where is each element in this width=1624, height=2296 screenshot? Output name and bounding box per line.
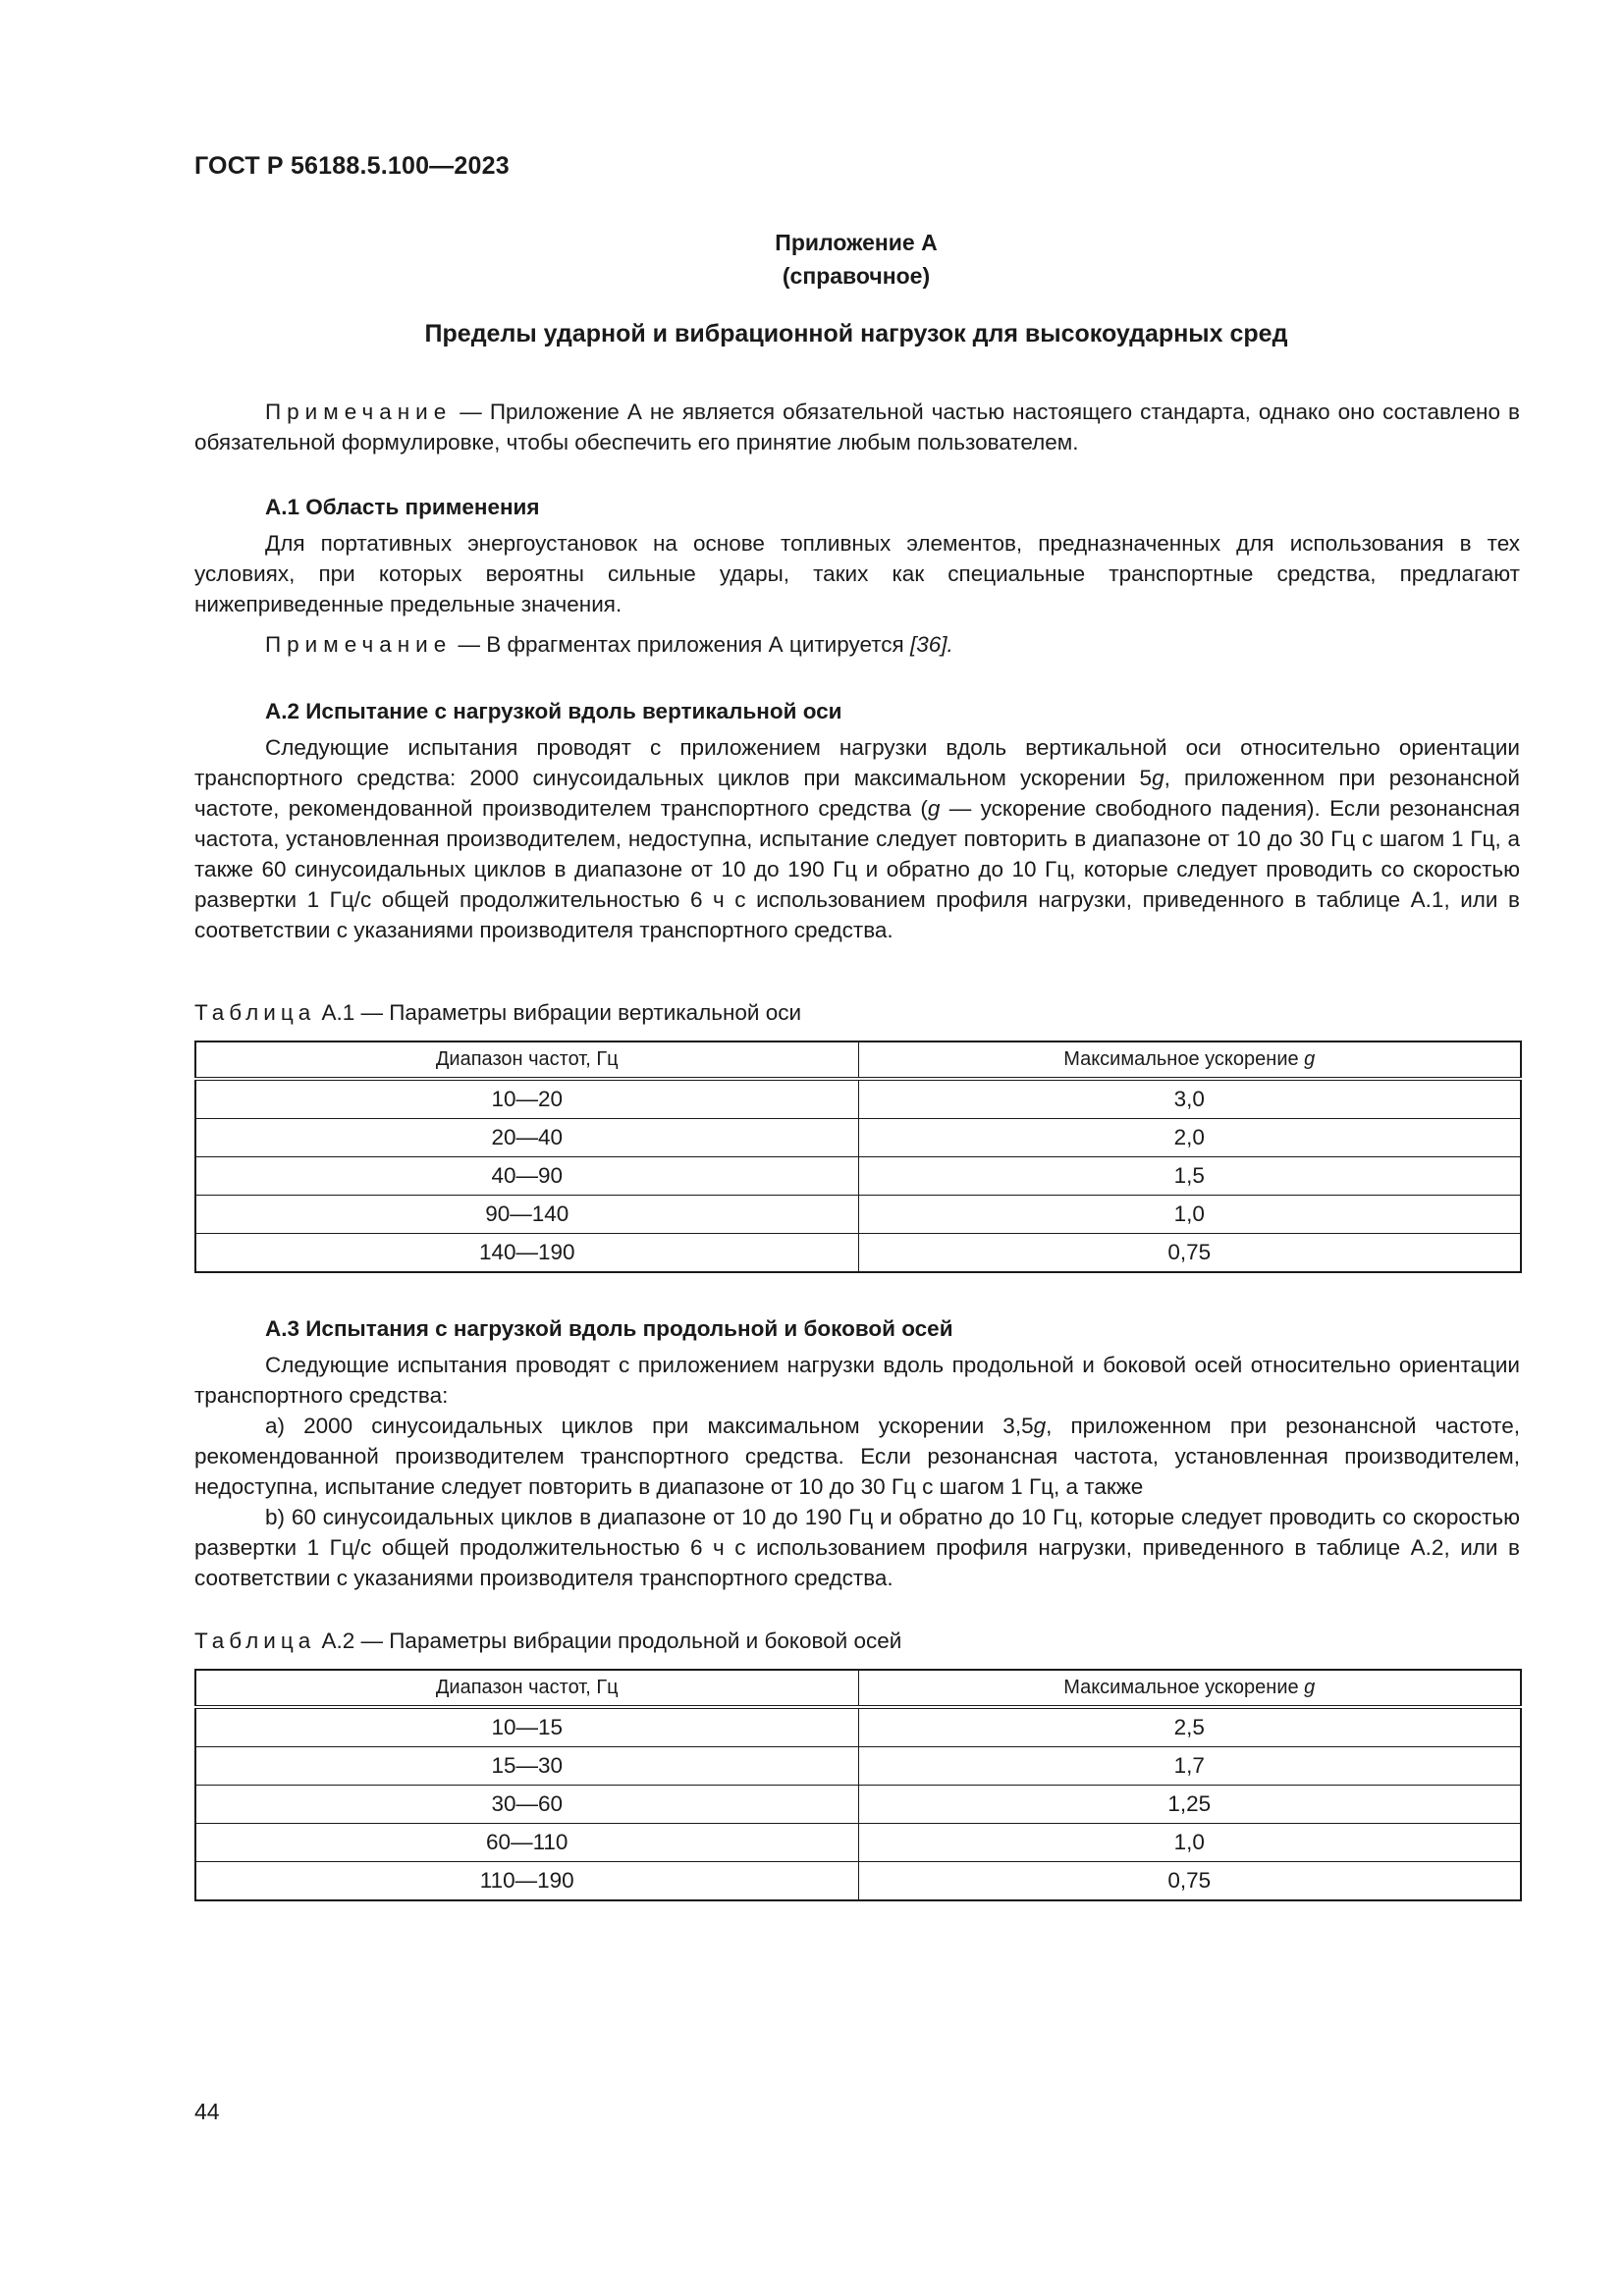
- frequency-range-cell: 15—30: [195, 1747, 858, 1786]
- text-fragment: — ускорение свободного падения). Если резонансная частота, установленная производителем, недоступна, испытание следует повторить в диапазоне от 10 до 30 Гц с шагом 1 Гц, а также 60 синусоидальных циклов в диапазоне от 10 до 190 Гц и обратно до 10 Гц, которые следует проводить со скоростью развертки 1 Гц/с общей продолжительностью 6 ч с использованием профиля нагрузки, приведенного в таблице А.1, или в соответствии с указаниями производителя транспортного средства.: [194, 796, 1521, 942]
- frequency-range-cell: 10—20: [195, 1079, 858, 1119]
- section-a2-text: [194, 732, 1520, 945]
- annex-title: Приложение А: [775, 230, 938, 255]
- table-a1-caption: [194, 1000, 801, 1026]
- table-row: [195, 1119, 1521, 1157]
- frequency-range-cell: 60—110: [195, 1824, 858, 1862]
- table-row: [195, 1786, 1521, 1824]
- table-row: [195, 1862, 1521, 1901]
- frequency-range-cell: 30—60: [195, 1786, 858, 1824]
- section-a2: [194, 696, 1520, 945]
- table-row: [195, 1196, 1521, 1234]
- text-fragment: , приложенном при резонансной частоте, рекомендованной производителем транспортного средства (: [194, 766, 1520, 821]
- g-symbol: g: [1304, 1677, 1316, 1698]
- annex-main-title: Пределы ударной и вибрационной нагрузок для высокоударных сред: [424, 320, 1288, 347]
- note-text: — В фрагментах приложения А цитируется: [452, 632, 910, 657]
- frequency-range-cell: 40—90: [195, 1157, 858, 1196]
- column-header-text: Максимальное ускорение: [1063, 1677, 1305, 1698]
- section-a1-note: [194, 629, 1520, 660]
- acceleration-cell: 2,0: [858, 1119, 1521, 1157]
- list-item-b: b) 60 синусоидальных циклов в диапазоне от 10 до 190 Гц и обратно до 10 Гц, которые следует проводить со скоростью развертки 1 Гц/с общей продолжительностью 6 ч с использованием профиля нагрузки, приведенного в таблице А.2, или в соответствии с указаниями производителя транспортного средства.: [194, 1505, 1520, 1590]
- section-a1-text: Для портативных энергоустановок на основе топливных элементов, предназначенных для использования в тех условиях, при которых вероятны сильные удары, таких как специальные транспортные средства, предлагают нижеприведенные предельные значения.: [194, 531, 1520, 616]
- note-label: Примечание: [265, 632, 453, 657]
- note-paragraph: [194, 397, 1520, 457]
- g-symbol: g: [927, 796, 941, 821]
- table-row: [195, 1079, 1521, 1119]
- column-header-text: Максимальное ускорение: [1063, 1048, 1305, 1070]
- caption-text: А.2 — Параметры вибрации продольной и боковой осей: [315, 1629, 902, 1653]
- frequency-range-cell: 10—15: [195, 1707, 858, 1747]
- table-row: [195, 1824, 1521, 1862]
- acceleration-cell: 0,75: [858, 1862, 1521, 1901]
- acceleration-cell: 1,25: [858, 1786, 1521, 1824]
- table-row: [195, 1747, 1521, 1786]
- note-label: Примечание: [265, 400, 453, 424]
- g-symbol: g: [1033, 1414, 1047, 1438]
- acceleration-cell: 1,7: [858, 1747, 1521, 1786]
- column-header: Диапазон частот, Гц: [195, 1670, 858, 1707]
- caption-label: Таблица: [194, 1629, 316, 1653]
- acceleration-cell: 3,0: [858, 1079, 1521, 1119]
- note-text: — Приложение А не является обязательной частью настоящего стандарта, однако оно составлено в обязательной формулировке, чтобы обеспечить его принятие любым пользователем.: [194, 400, 1520, 454]
- frequency-range-cell: 90—140: [195, 1196, 858, 1234]
- text-fragment: a) 2000 синусоидальных циклов при максимальном ускорении 3,5: [265, 1414, 1034, 1438]
- text-fragment: Следующие испытания проводят с приложением нагрузки вдоль вертикальной оси относительно ориентации транспортного средства: 2000 синусоидальных циклов при максимальном ускорении 5: [194, 735, 1520, 790]
- column-header: Диапазон частот, Гц: [195, 1041, 858, 1079]
- column-header: [858, 1041, 1521, 1079]
- column-header: [858, 1670, 1521, 1707]
- reference-link[interactable]: [36].: [909, 632, 953, 657]
- table-row: [195, 1157, 1521, 1196]
- acceleration-cell: 1,0: [858, 1196, 1521, 1234]
- table-row: [195, 1707, 1521, 1747]
- table-a1: [194, 1041, 1522, 1273]
- section-a3-intro: Следующие испытания проводят с приложением нагрузки вдоль продольной и боковой осей относительно ориентации транспортного средства:: [194, 1353, 1520, 1408]
- frequency-range-cell: 110—190: [195, 1862, 858, 1901]
- annex-status: (справочное): [782, 263, 931, 289]
- caption-text: А.1 — Параметры вибрации вертикальной оси: [315, 1000, 802, 1025]
- frequency-range-cell: 20—40: [195, 1119, 858, 1157]
- section-a3-heading: А.3 Испытания с нагрузкой вдоль продольной и боковой осей: [265, 1316, 953, 1341]
- table-a2-caption: [194, 1629, 901, 1654]
- acceleration-cell: 1,0: [858, 1824, 1521, 1862]
- frequency-range-cell: 140—190: [195, 1234, 858, 1273]
- caption-label: Таблица: [194, 1000, 316, 1025]
- acceleration-cell: 1,5: [858, 1157, 1521, 1196]
- acceleration-cell: 0,75: [858, 1234, 1521, 1273]
- section-a3: [194, 1313, 1520, 1593]
- document-code: ГОСТ Р 56188.5.100—2023: [194, 152, 510, 180]
- acceleration-cell: 2,5: [858, 1707, 1521, 1747]
- table-a2: [194, 1669, 1522, 1901]
- section-a1: [194, 492, 1520, 660]
- page-number: 44: [194, 2099, 220, 2124]
- section-a1-heading: А.1 Область применения: [265, 495, 540, 519]
- g-symbol: g: [1152, 766, 1164, 790]
- list-item-a: [194, 1411, 1520, 1502]
- g-symbol: g: [1304, 1048, 1316, 1070]
- text-fragment: , приложенном при резонансной частоте, рекомендованной производителем транспортного средства. Если резонансная частота, установленная производителем, недоступна, испытание следует повторить в диапазоне от 10 до 30 Гц с шагом 1 Гц, а также: [194, 1414, 1520, 1499]
- annex-heading: [0, 226, 1624, 293]
- section-a2-heading: А.2 Испытание с нагрузкой вдоль вертикальной оси: [265, 699, 842, 723]
- table-row: [195, 1234, 1521, 1273]
